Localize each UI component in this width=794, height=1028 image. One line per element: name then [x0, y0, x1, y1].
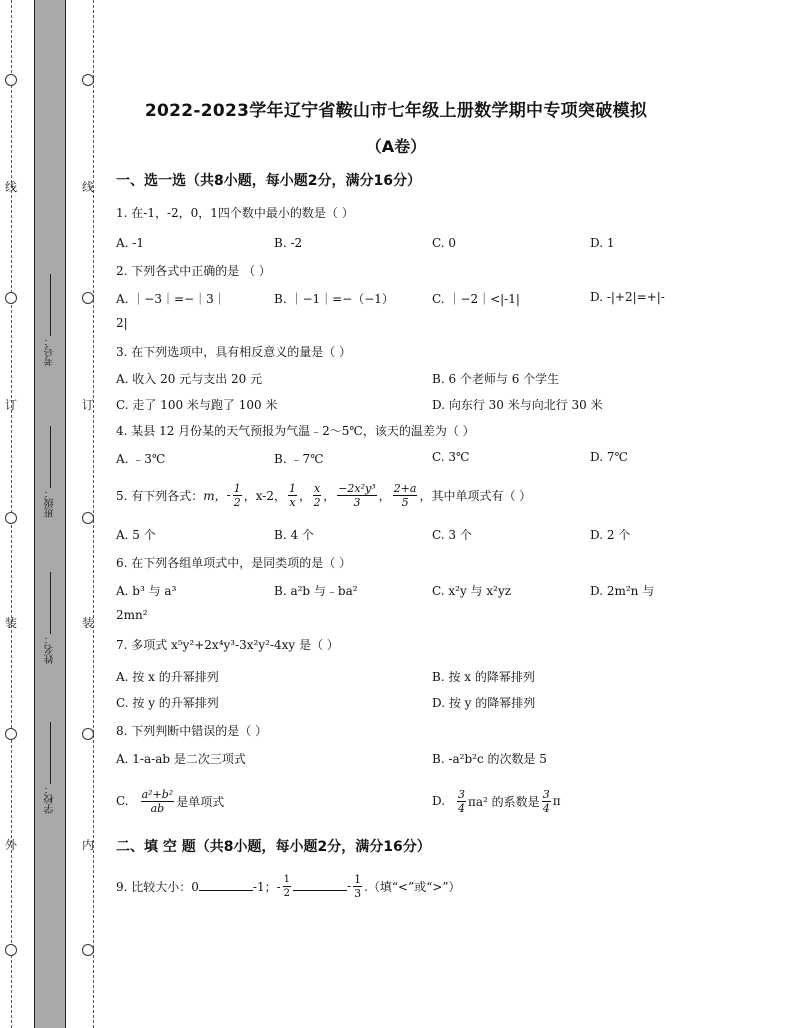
q5-suffix: ，其中单项式有（ ）	[419, 488, 532, 503]
q5-prefix: 5. 有下列各式：	[116, 488, 204, 503]
question-8-option-a: A. 1-a-ab 是二次三项式	[116, 752, 246, 766]
binding-hole	[5, 292, 17, 304]
binding-hole	[82, 944, 94, 956]
q9-part-4: .（填“<”或“>”）	[364, 879, 461, 894]
q8-d-fraction-1	[457, 788, 466, 815]
school-field	[40, 720, 60, 814]
question-4-option-c: C. 3℃	[432, 450, 470, 464]
frac-num: 3	[458, 787, 466, 801]
question-8-option-d	[432, 784, 561, 818]
question-5-option-c: C. 3 个	[432, 528, 472, 542]
question-2-option-a: A. ｜−3｜=−｜3｜	[116, 292, 226, 306]
section-heading-fill: 二、填 空 题（共8小题，每小题2分，满分16分）	[116, 839, 431, 855]
question-4-option-a: A. ﹣3℃	[116, 452, 166, 466]
question-1-stem: 1. 在-1，-2，0，1四个数中最小的数是（ ）	[116, 206, 354, 220]
band-right-rule	[65, 0, 66, 1028]
frac-num: a²+b²	[141, 787, 174, 801]
q5-mid: ，x-2，	[243, 488, 286, 503]
binding-hole	[82, 74, 94, 86]
binding-hole	[5, 512, 17, 524]
frac-den: x	[289, 495, 296, 509]
exam-number-field	[40, 272, 60, 366]
question-7-option-a: A. 按 x 的升幂排列	[116, 670, 219, 684]
field-label: 班级：	[44, 488, 56, 518]
margin-char-wai: 外	[4, 838, 17, 852]
question-8-option-c	[116, 784, 224, 818]
frac-den: 3	[353, 495, 361, 509]
frac-num: 3	[542, 787, 550, 801]
field-line	[50, 572, 51, 634]
answer-blank[interactable]	[293, 881, 347, 891]
question-8-option-b: B. -a²b²c 的次数是 5	[432, 752, 547, 766]
margin-char-ding: 订	[4, 398, 17, 412]
question-2-option-d-wrap: 2|	[116, 316, 128, 330]
q5-fraction-5	[393, 482, 418, 509]
question-6-option-c: C. x²y 与 x²yz	[432, 584, 512, 598]
question-1-option-b: B. -2	[274, 236, 303, 250]
q5-neg-sign: -	[226, 488, 231, 502]
frac-den: 2	[233, 495, 241, 509]
question-4-option-d: D. 7℃	[590, 450, 628, 464]
option-label: C.	[116, 794, 129, 808]
binding-hole	[82, 728, 94, 740]
frac-num: x	[313, 481, 321, 495]
page-subtitle: （A卷）	[365, 137, 427, 156]
question-2-option-b: B. ｜−1｜=−（−1）	[274, 292, 394, 306]
frac-num: 1	[354, 872, 362, 886]
frac-num: −2x²y³	[338, 481, 376, 495]
q8-d-fraction-2	[542, 788, 551, 815]
q9-part-1: 9. 比较大小：0	[116, 879, 199, 894]
question-3-option-b: B. 6 个老师与 6 个学生	[432, 372, 560, 386]
frac-den: 4	[542, 801, 550, 815]
question-1-option-a: A. -1	[116, 236, 144, 250]
question-3-option-a: A. 收入 20 元与支出 20 元	[116, 372, 263, 386]
frac-num: 1	[283, 873, 291, 885]
question-6-option-d-wrap: 2mn²	[116, 608, 148, 622]
frac-den: 4	[458, 801, 466, 815]
q8-c-tail: 是单项式	[176, 794, 225, 809]
question-6-stem: 6. 在下列各组单项式中，是同类项的是（ ）	[116, 556, 352, 570]
q9-part-2: -1；-	[252, 879, 281, 894]
q8-d-mid: πa² 的系数是	[468, 794, 540, 809]
margin-char-nei: 内	[81, 838, 94, 852]
question-1-option-c: C. 0	[432, 236, 457, 250]
field-label: 考号：	[44, 336, 56, 366]
question-7-option-b: B. 按 x 的降幂排列	[432, 670, 535, 684]
question-6-option-a: A. b³ 与 a³	[116, 584, 177, 598]
question-5-option-b: B. 4 个	[274, 528, 314, 542]
q5-sep: ，	[378, 488, 391, 503]
question-5-option-d: D. 2 个	[590, 528, 631, 542]
binding-hole	[5, 728, 17, 740]
answer-blank[interactable]	[199, 881, 253, 891]
binding-hole	[82, 512, 94, 524]
page-title: 2022-2023学年辽宁省鞍山市七年级上册数学期中专项突破模拟	[144, 101, 648, 121]
field-line	[50, 426, 51, 488]
binding-hole	[5, 74, 17, 86]
question-1-option-d: D. 1	[590, 236, 615, 250]
q9-fraction-2	[353, 873, 362, 900]
question-3-option-d: D. 向东行 30 米与向北行 30 米	[432, 398, 603, 412]
question-7-option-d: D. 按 y 的降幂排列	[432, 696, 536, 710]
field-line	[50, 274, 51, 336]
frac-den: 5	[401, 495, 409, 509]
margin-char-xian: 线	[4, 180, 17, 194]
section-heading-choice: 一、选一选（共8小题，每小题2分，满分16分）	[116, 173, 421, 189]
q5-sep: ，	[323, 488, 336, 503]
frac-den: 2	[283, 887, 291, 899]
question-4-option-b: B. ﹣7℃	[274, 452, 324, 466]
binding-hole	[82, 292, 94, 304]
binding-hole	[5, 944, 17, 956]
question-9-stem	[116, 868, 461, 904]
margin-char-xian: 线	[81, 180, 94, 194]
margin-char-ding: 订	[81, 398, 94, 412]
question-7-stem: 7. 多项式 x⁵y²+2x⁴y³-3x²y²-4xy 是（ ）	[116, 638, 339, 652]
q9-fraction-1	[283, 873, 291, 900]
frac-den: ab	[150, 801, 165, 815]
field-line	[50, 722, 51, 784]
question-5-option-a: A. 5 个	[116, 528, 156, 542]
question-7-option-c: C. 按 y 的升幂排列	[116, 696, 219, 710]
q5-fraction-3	[313, 482, 321, 509]
field-label: 姓名：	[44, 634, 56, 664]
class-field	[40, 424, 60, 518]
q5-fraction-4	[337, 482, 376, 509]
frac-num: 1	[288, 481, 296, 495]
q5-fraction-1	[233, 482, 242, 509]
q5-fraction-2	[288, 482, 297, 509]
question-6-option-b: B. a²b 与﹣ba²	[274, 584, 358, 598]
field-label: 学校：	[44, 784, 56, 814]
option-label: D.	[432, 794, 446, 808]
question-2-option-d: D. -|+2|=+|-	[590, 290, 665, 304]
q8-c-fraction	[141, 788, 175, 815]
q5-term-m: m，	[203, 488, 227, 503]
question-3-option-c: C. 走了 100 米与跑了 100 米	[116, 398, 278, 412]
frac-num: 1	[233, 481, 241, 495]
question-4-stem: 4. 某县 12 月份某的天气预报为气温﹣2～5℃，该天的温差为（ ）	[116, 424, 475, 438]
frac-den: 2	[313, 495, 321, 509]
question-5-stem	[116, 476, 531, 514]
question-8-stem: 8. 下列判断中错误的是（ ）	[116, 724, 268, 738]
question-3-stem: 3. 在下列选项中，具有相反意义的量是（ ）	[116, 345, 352, 359]
q9-part-3: -	[347, 879, 352, 893]
question-6-option-d: D. 2m²n 与	[590, 584, 655, 598]
name-field	[40, 570, 60, 664]
band-left-rule	[34, 0, 35, 1028]
question-2-stem: 2. 下列各式中正确的是 （ ）	[116, 264, 271, 278]
margin-char-zhuang: 装	[4, 616, 17, 630]
q5-sep: ，	[298, 488, 311, 503]
question-2-option-c: C. ｜−2｜<|-1|	[432, 292, 520, 306]
q8-d-tail: π	[552, 794, 561, 808]
margin-char-zhuang: 装	[81, 616, 94, 630]
frac-num: 2+a	[393, 481, 417, 495]
frac-den: 3	[354, 886, 362, 900]
